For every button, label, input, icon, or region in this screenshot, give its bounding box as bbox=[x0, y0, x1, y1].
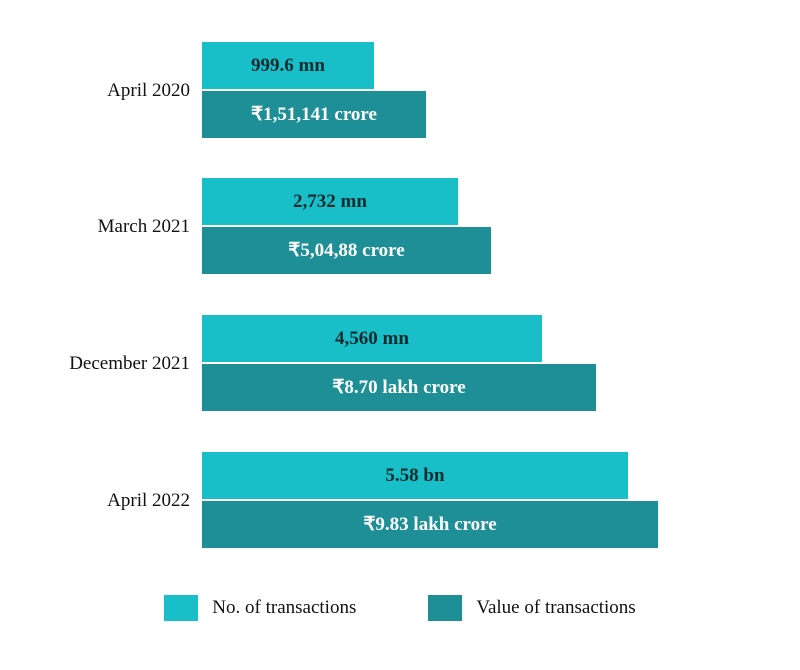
bar-pair bbox=[202, 452, 658, 548]
bar-value-label: ₹5,04,88 crore bbox=[288, 240, 405, 261]
legend-item-value-of-transactions[interactable] bbox=[428, 595, 635, 621]
bar-value-of-transactions[interactable] bbox=[202, 227, 491, 274]
bar-pair bbox=[202, 315, 596, 411]
category-label: December 2021 bbox=[69, 353, 190, 374]
legend-item-no-of-transactions[interactable] bbox=[164, 595, 356, 621]
bar-value-of-transactions[interactable] bbox=[202, 501, 658, 548]
bar-value-label: 4,560 mn bbox=[335, 327, 409, 349]
category-label: March 2021 bbox=[97, 216, 190, 237]
bar-no-of-transactions[interactable] bbox=[202, 315, 542, 362]
legend-swatch-icon bbox=[428, 595, 462, 621]
bar-value-label: ₹1,51,141 crore bbox=[251, 104, 377, 125]
bar-value-of-transactions[interactable] bbox=[202, 364, 596, 411]
bar-value-label: ₹9.83 lakh crore bbox=[363, 514, 497, 535]
bar-value-label: 5.58 bn bbox=[385, 464, 445, 486]
category-label: April 2020 bbox=[107, 80, 190, 101]
bar-value-label: 999.6 mn bbox=[251, 54, 325, 76]
chart-legend bbox=[0, 595, 800, 621]
bar-no-of-transactions[interactable] bbox=[202, 178, 458, 225]
category-label: April 2022 bbox=[107, 490, 190, 511]
bar-no-of-transactions[interactable] bbox=[202, 452, 628, 499]
bar-value-of-transactions[interactable] bbox=[202, 91, 426, 138]
legend-label: Value of transactions bbox=[476, 597, 636, 618]
legend-label: No. of transactions bbox=[212, 597, 357, 618]
bar-pair bbox=[202, 42, 426, 138]
legend-swatch-icon bbox=[164, 595, 198, 621]
bar-pair bbox=[202, 178, 491, 274]
bar-no-of-transactions[interactable] bbox=[202, 42, 374, 89]
bar-value-label: ₹8.70 lakh crore bbox=[332, 377, 466, 398]
bar-value-label: 2,732 mn bbox=[293, 190, 367, 212]
